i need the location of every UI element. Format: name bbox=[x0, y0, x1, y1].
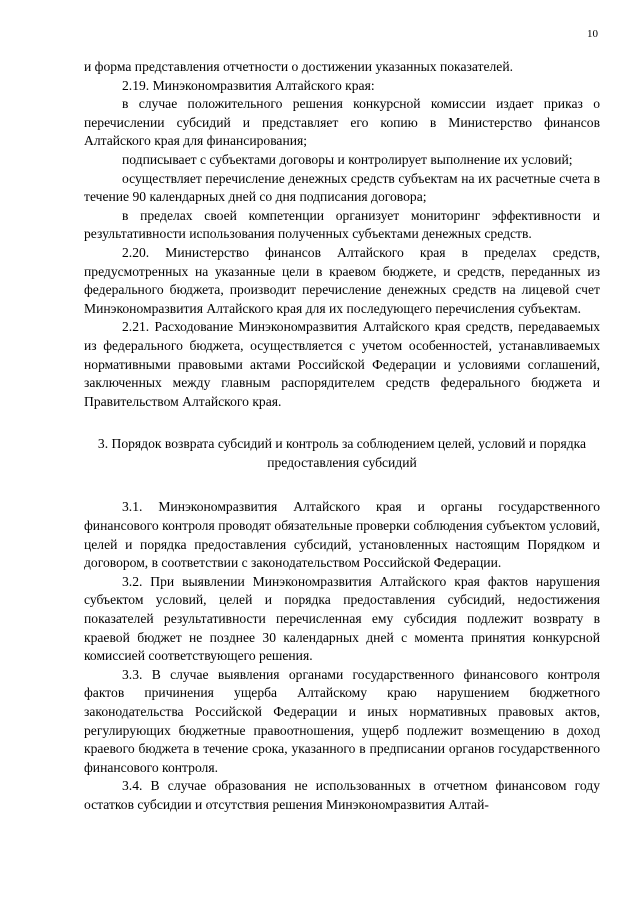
paragraph: в случае положительного решения конкурсной комиссии издает приказ о перечислении субсидий и представляет его копию в Министерство финансов Алтайского края для финансирования; bbox=[84, 96, 600, 149]
paragraph: и форма представления отчетности о достижении указанных показателей. bbox=[84, 59, 514, 74]
paragraph: 2.20. Министерство финансов Алтайского края в пределах средств, предусмотренных на указанные цели в краевом бюджете, и средств, переданных из федерального бюджета, производит перечисление денежных средств на лицевой счет Минэкономразвития Алтайского края для их последующего перечисления субъектам. bbox=[84, 244, 600, 316]
paragraph: 2.21. Расходование Минэкономразвития Алтайского края средств, передаваемых из федерального бюджета, осуществляется с учетом особенностей, устанавливаемых нормативными правовыми актами Российской Федерации и условиями соглашений, заключенных между главным распорядителем средств федерального бюджета и Правительством Алтайского края. bbox=[84, 319, 600, 409]
section-3-paragraphs bbox=[84, 498, 600, 814]
paragraph: в пределах своей компетенции организует мониторинг эффективности и результативности использования полученных субъектами денежных средств. bbox=[84, 207, 600, 242]
paragraph: 3.2. При выявлении Минэкономразвития Алтайского края фактов нарушения субъектом условий, целей и порядка предоставления субсидий, недостижения показателей результативности перечисленная ему субсидия подлежит возврату в краевой бюджет не позднее 30 календарных дней с момента принятия конкурсной комиссией соответствующего решения. bbox=[84, 573, 600, 664]
paragraph: 3.4. В случае образования не использованных в отчетном финансовом году остатков субсидии и отсутствия решения Минэкономразвития Алтай- bbox=[84, 778, 600, 812]
paragraph: осуществляет перечисление денежных средств субъектам на их расчетные счета в течение 90 календарных дней со дня подписания договора; bbox=[84, 170, 600, 205]
paragraph: 3.1. Минэкономразвития Алтайского края и органы государственного финансового контроля проводят обязательные проверки соблюдения субъектом условий, целей и порядка предоставления субсидий, установленных настоящим Порядком и договором, в соответствии с законодательством Российской Федерации. bbox=[84, 499, 600, 571]
section-2-paragraphs bbox=[84, 58, 600, 411]
section-3-heading: 3. Порядок возврата субсидий и контроль за соблюдением целей, условий и порядка предоставления субсидий bbox=[97, 436, 587, 470]
paragraph: 2.19. Минэкономразвития Алтайского края: bbox=[122, 77, 375, 93]
paragraph: подписывает с субъектами договоры и контролирует выполнение их условий; bbox=[122, 151, 573, 167]
paragraph: 3.3. В случае выявления органами государственного финансового контроля фактов причинения ущерба Алтайскому краю нарушением бюджетного законодательства Российской Федерации и иных нормативных правовых актов, регулирующих бюджетные правоотношения, ущерб подлежит возмещению в доход краевого бюджета в течение срока, указанного в предписании органов государственного финансового контроля. bbox=[84, 666, 600, 775]
document-body bbox=[84, 58, 600, 815]
page-number: 10 bbox=[587, 28, 598, 40]
